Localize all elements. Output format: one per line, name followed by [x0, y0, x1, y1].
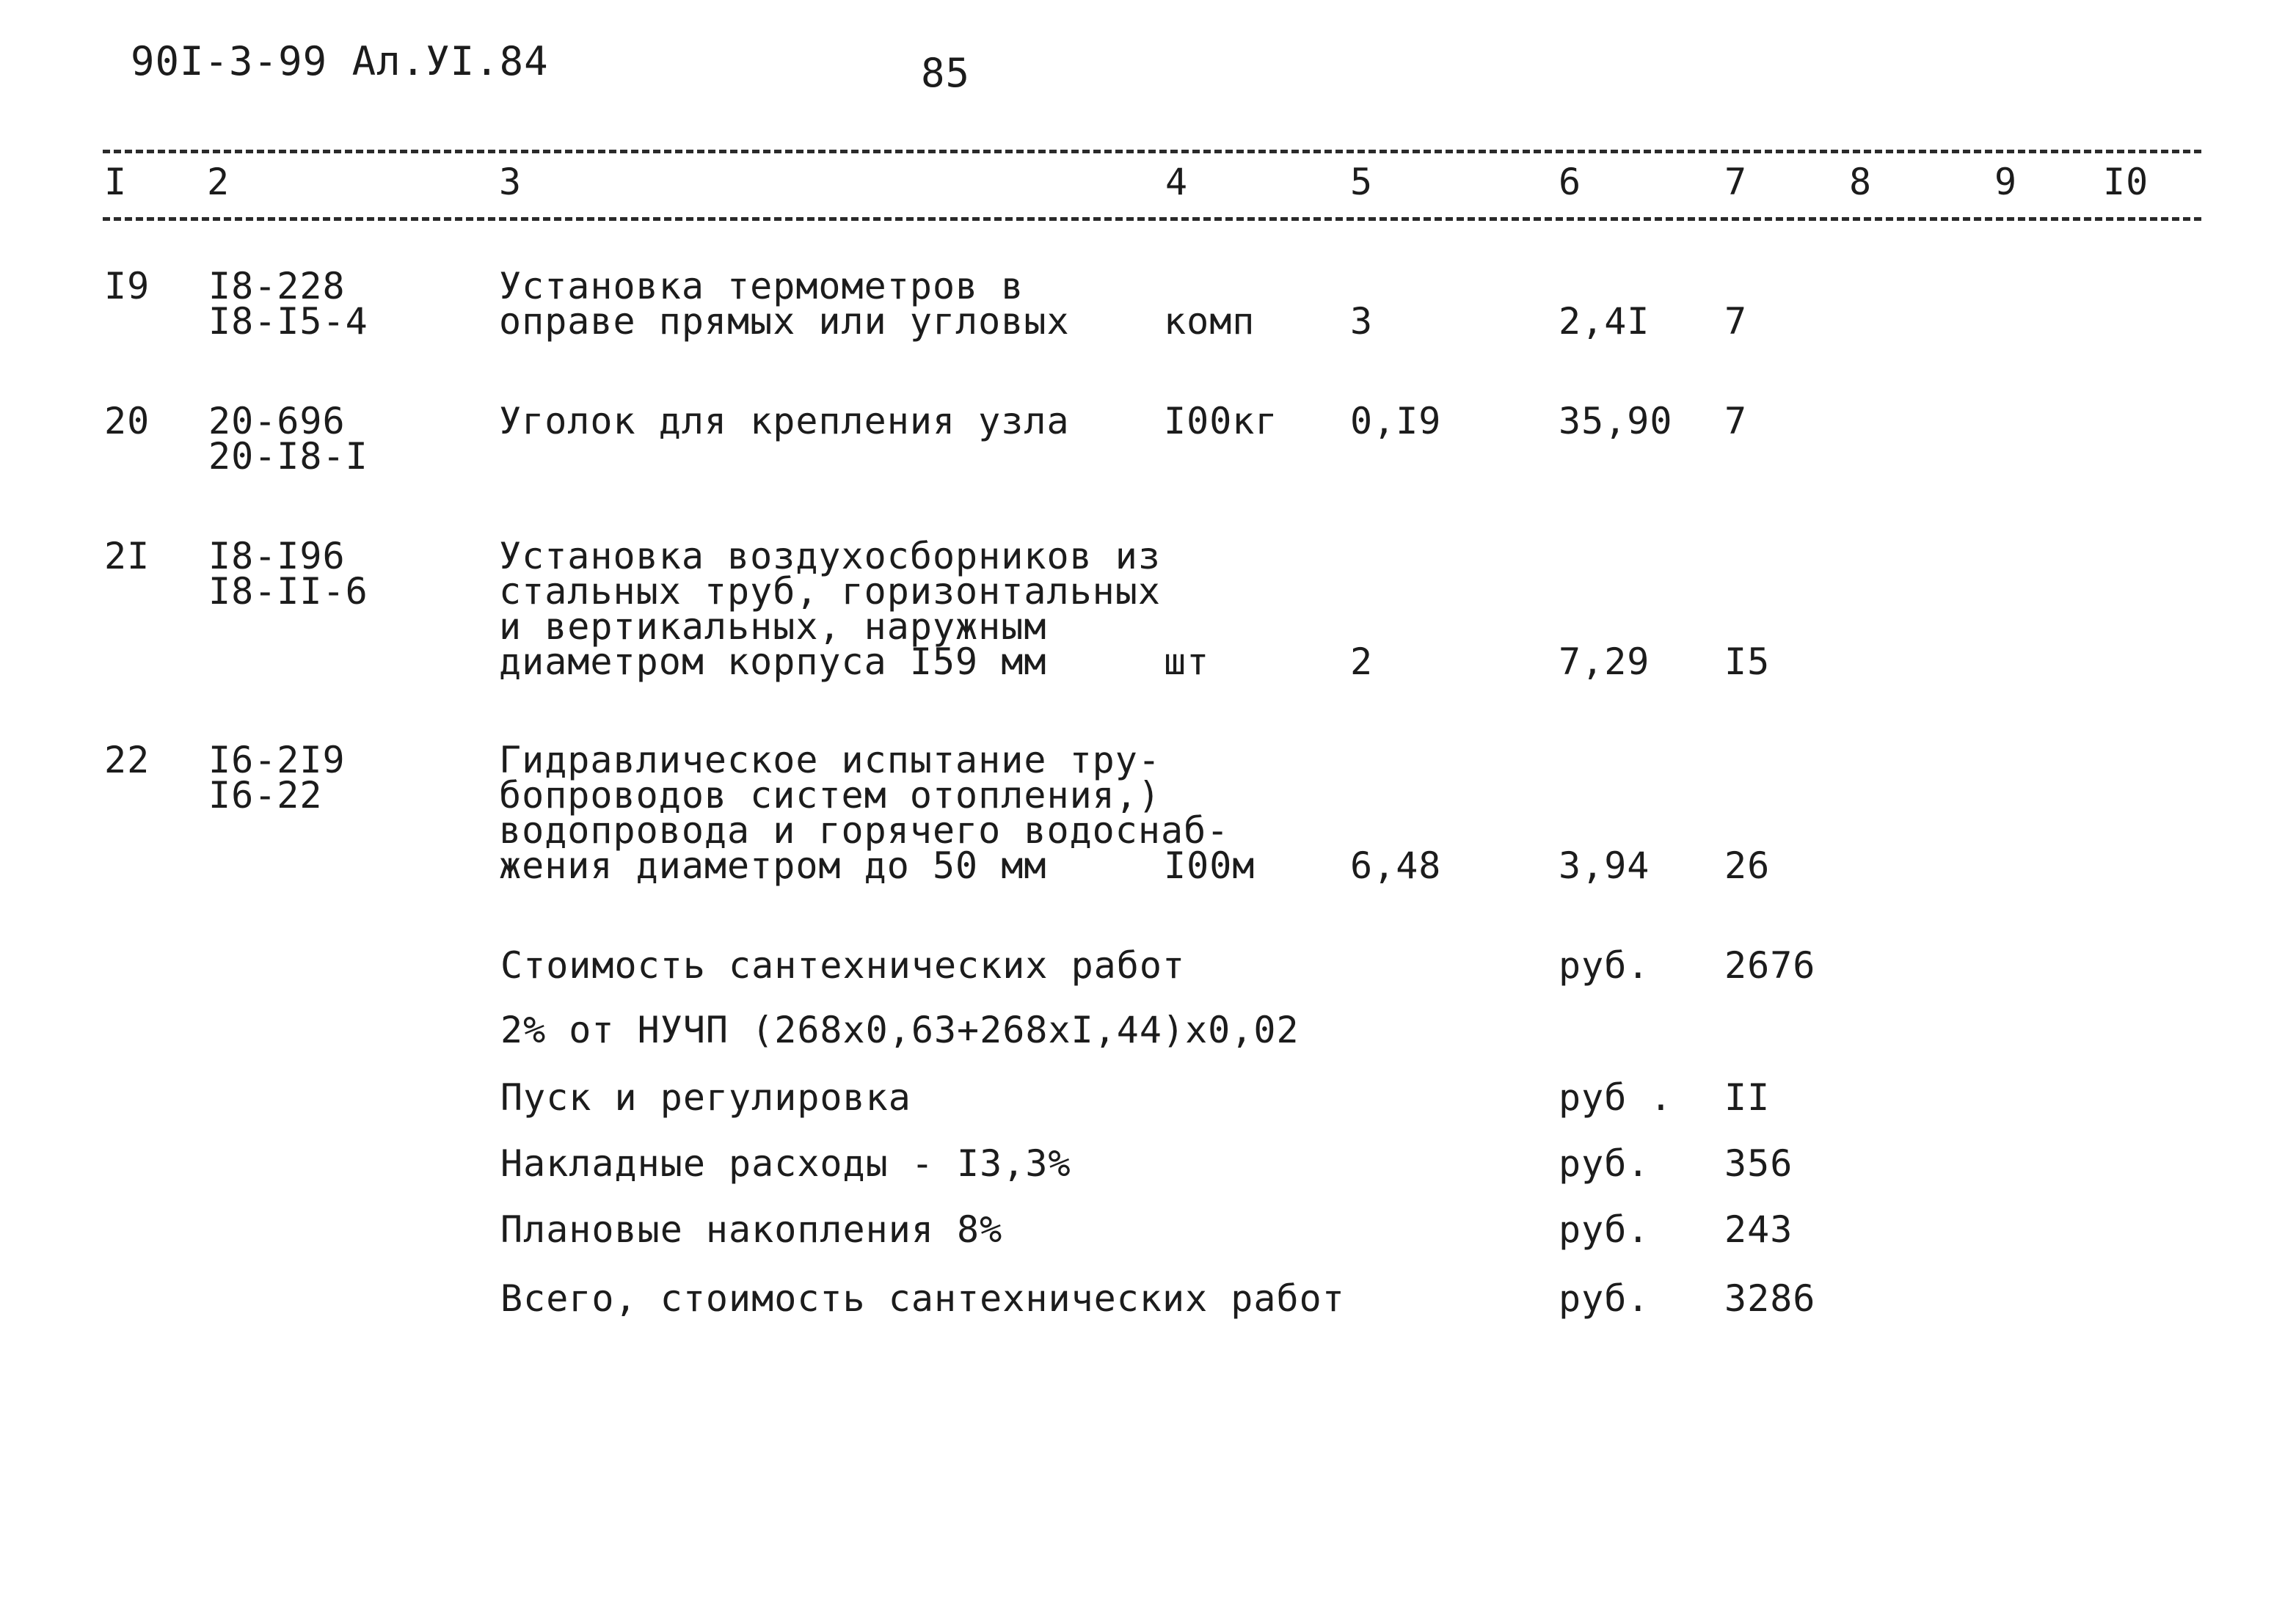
description-line: Установка термометров в: [499, 265, 1024, 307]
table-top-rule: [103, 150, 2201, 153]
row-code: I8-II-6: [208, 570, 368, 613]
row-quantity: 6,48: [1350, 844, 1442, 887]
row-code: 20-696: [208, 400, 346, 442]
row-code: I6-22: [208, 774, 323, 817]
summary-label: Всего, стоимость сантехнических работ: [500, 1277, 1345, 1320]
row-description: [499, 265, 1070, 343]
description-line: Установка воздухосборников из: [499, 535, 1161, 577]
row-number: 20: [104, 400, 150, 442]
row-code: I8-I5-4: [208, 300, 368, 343]
column-number: I: [104, 161, 128, 203]
summary-unit: руб.: [1559, 944, 1650, 987]
description-line: водопровода и горячего водоснаб-: [499, 809, 1230, 852]
description-line: жения диаметром до 50 мм: [499, 844, 1047, 887]
description-line: стальных труб, горизонтальных: [499, 570, 1161, 613]
row-unit: I00м: [1164, 844, 1255, 887]
row-number: 2I: [104, 535, 150, 577]
row-number: 22: [104, 739, 150, 781]
row-description: [499, 739, 1230, 887]
summary-value: 3286: [1724, 1277, 1816, 1320]
summary-label: Плановые накопления 8%: [500, 1208, 1003, 1251]
summary-unit: руб.: [1559, 1208, 1650, 1251]
row-codes: [208, 265, 368, 343]
summary-value: 356: [1724, 1142, 1793, 1185]
summary-value: 2676: [1724, 944, 1816, 987]
row-price: 3,94: [1559, 844, 1650, 887]
table-header-rule: [103, 217, 2201, 221]
row-total: 7: [1724, 400, 1748, 442]
summary-label: Стоимость сантехнических работ: [500, 944, 1186, 987]
row-codes: [208, 535, 368, 613]
description-line: бопроводов систем отопления,): [499, 774, 1161, 817]
row-price: 2,4I: [1559, 300, 1650, 343]
row-unit: комп: [1164, 300, 1255, 343]
summary-unit: руб.: [1559, 1277, 1650, 1320]
row-description: [499, 400, 1070, 442]
summary-unit: руб .: [1559, 1076, 1673, 1119]
row-unit: I00кг: [1164, 400, 1278, 442]
summary-label: Накладные расходы - I3,3%: [500, 1142, 1071, 1185]
column-number: 2: [207, 161, 230, 203]
summary-value: II: [1724, 1076, 1771, 1119]
row-code: I8-228: [208, 265, 346, 307]
column-number: 4: [1165, 161, 1189, 203]
row-price: 35,90: [1559, 400, 1673, 442]
column-number: 9: [1994, 161, 2018, 203]
description-line: Уголок для крепления узла: [499, 400, 1070, 442]
description-line: Гидравлическое испытание тру-: [499, 739, 1161, 781]
row-code: I8-I96: [208, 535, 346, 577]
column-number: 5: [1350, 161, 1374, 203]
row-code: I6-2I9: [208, 739, 346, 781]
description-line: и вертикальных, наружным: [499, 605, 1047, 648]
summary-value: 243: [1724, 1208, 1793, 1251]
description-line: диаметром корпуса I59 мм: [499, 640, 1047, 683]
row-number: I9: [104, 265, 150, 307]
document-code: 90I-3-99 Ал.УI.84: [131, 38, 549, 84]
summary-label: Пуск и регулировка: [500, 1076, 911, 1119]
row-quantity: 3: [1350, 300, 1374, 343]
row-quantity: 2: [1350, 640, 1374, 683]
row-codes: [208, 400, 368, 478]
row-quantity: 0,I9: [1350, 400, 1442, 442]
column-number: 6: [1559, 161, 1582, 203]
column-number: 8: [1849, 161, 1873, 203]
column-number: I0: [2103, 161, 2149, 203]
summary-label: 2% от НУЧП (268x0,63+268xI,44)x0,02: [500, 1009, 1300, 1051]
description-line: оправе прямых или угловых: [499, 300, 1070, 343]
page-number: 85: [921, 50, 971, 96]
row-total: 26: [1724, 844, 1771, 887]
row-description: [499, 535, 1161, 683]
column-number: 3: [499, 161, 522, 203]
summary-unit: руб.: [1559, 1142, 1650, 1185]
column-number: 7: [1724, 161, 1748, 203]
row-unit: шт: [1164, 640, 1210, 683]
row-codes: [208, 739, 346, 817]
row-total: I5: [1724, 640, 1771, 683]
row-price: 7,29: [1559, 640, 1650, 683]
row-code: 20-I8-I: [208, 435, 368, 478]
row-total: 7: [1724, 300, 1748, 343]
